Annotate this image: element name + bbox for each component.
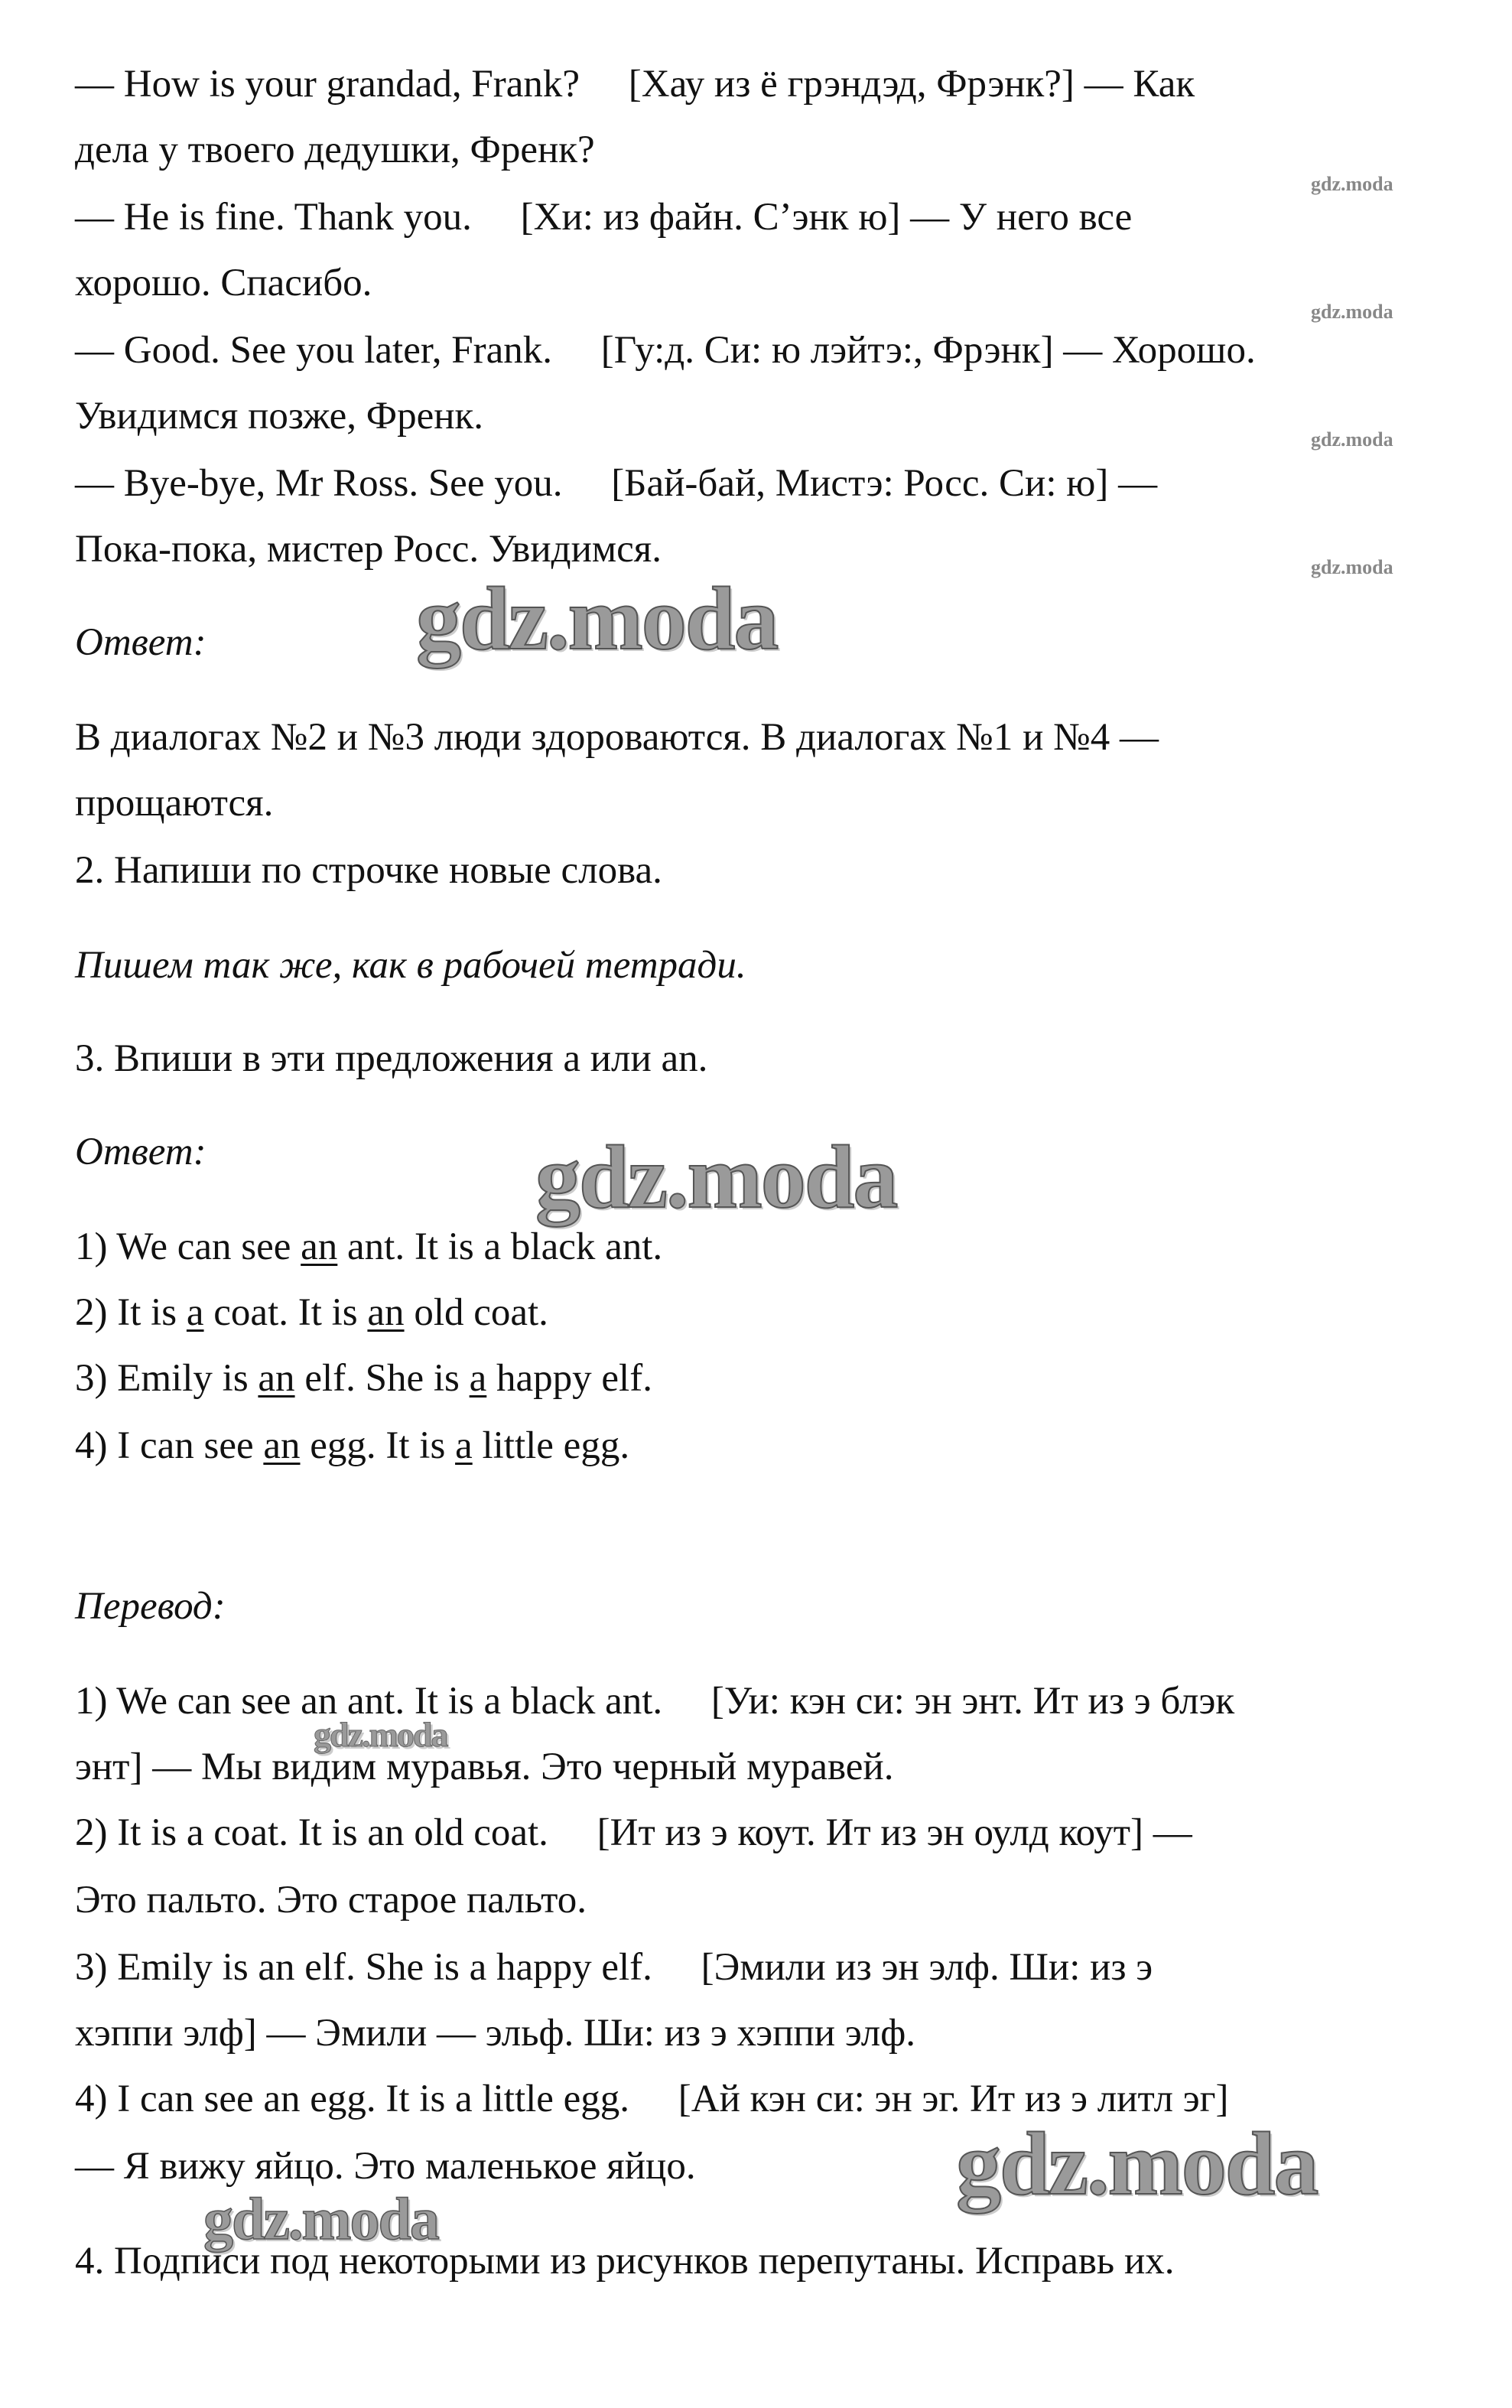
dialog-line: Увидимся позже, Френк.: [75, 395, 484, 438]
task-4-heading: 4. Подписи под некоторыми из рисунков перепутаны. Исправь их.: [75, 2240, 1175, 2283]
watermark: gdz.moda: [535, 1127, 897, 1227]
watermark: gdz.moda: [1311, 173, 1393, 195]
dialog-line: Пока-пока, мистер Росс. Увидимся.: [75, 528, 662, 571]
dialog-line: хорошо. Спасибо.: [75, 262, 372, 304]
dialog-line: дела у твоего дедушки, Френк?: [75, 129, 595, 171]
answer-sentence: 3) Emily is an elf. She is a happy elf.: [75, 1357, 652, 1400]
filled-article: a: [186, 1291, 204, 1334]
translation-line: Это пальто. Это старое пальто.: [75, 1879, 587, 1922]
answer-label: Ответ:: [75, 1131, 206, 1173]
watermark: gdz.moda: [203, 2185, 438, 2252]
answer-sentence: 2) It is a coat. It is an old coat.: [75, 1291, 548, 1334]
watermark: gdz.moda: [1311, 556, 1393, 578]
translation-line: 1) We can see an ant. It is a black ant. [Уи: кэн си: эн энт. Ит из э блэк: [75, 1680, 1235, 1723]
translation-line: — Я вижу яйцо. Это маленькое яйцо.: [75, 2145, 696, 2188]
filled-article: a: [455, 1424, 473, 1467]
filled-article: an: [263, 1424, 301, 1467]
answer-text: В диалогах №2 и №3 люди здороваются. В диалогах №1 и №4 —: [75, 716, 1159, 759]
answer-sentence: 4) I can see an egg. It is a little egg.: [75, 1424, 630, 1467]
filled-article: a: [469, 1357, 487, 1400]
translation-line: хэппи элф] — Эмили — эльф. Ши: из э хэппи элф.: [75, 2012, 916, 2055]
translation-line: 4) I can see an egg. It is a little egg. [Ай кэн си: эн эг. Ит из э литл эг]: [75, 2078, 1229, 2120]
watermark: gdz.moda: [956, 2114, 1318, 2214]
translation-label: Перевод:: [75, 1585, 226, 1628]
filled-article: an: [367, 1291, 405, 1334]
dialog-line: — Good. See you later, Frank. [Гу:д. Си: ю лэйтэ:, Фрэнк] — Хорошо.: [75, 329, 1256, 372]
watermark: gdz.moda: [1311, 301, 1393, 323]
watermark: gdz.moda: [1311, 428, 1393, 451]
answer-text: прощаются.: [75, 782, 274, 825]
filled-article: an: [258, 1357, 295, 1400]
dialog-line: — He is fine. Thank you. [Хи: из файн. С’энк ю] — У него все: [75, 196, 1133, 239]
task-2-heading: 2. Напиши по строчке новые слова.: [75, 849, 662, 892]
filled-article: an: [301, 1225, 338, 1268]
translation-line: 2) It is a coat. It is an old coat. [Ит из э коут. Ит из эн оулд коут] —: [75, 1811, 1192, 1854]
answer-sentence: 1) We can see an ant. It is a black ant.: [75, 1225, 663, 1268]
dialog-line: — How is your grandad, Frank? [Хау из ё грэндэд, Фрэнк?] — Как: [75, 63, 1195, 106]
dialog-line: — Bye-bye, Mr Ross. See you. [Бай-бай, Мистэ: Росс. Си: ю] —: [75, 462, 1158, 505]
watermark: gdz.moda: [416, 568, 778, 669]
answer-label: Ответ:: [75, 621, 206, 664]
task-3-heading: 3. Впиши в эти предложения a или an.: [75, 1037, 708, 1080]
task-2-answer: Пишем так же, как в рабочей тетради.: [75, 944, 746, 987]
watermark: gdz.moda: [314, 1715, 447, 1754]
translation-line: энт] — Мы видим муравья. Это черный муравей.: [75, 1746, 894, 1788]
translation-line: 3) Emily is an elf. She is a happy elf. [Эмили из эн элф. Ши: из э: [75, 1946, 1153, 1989]
